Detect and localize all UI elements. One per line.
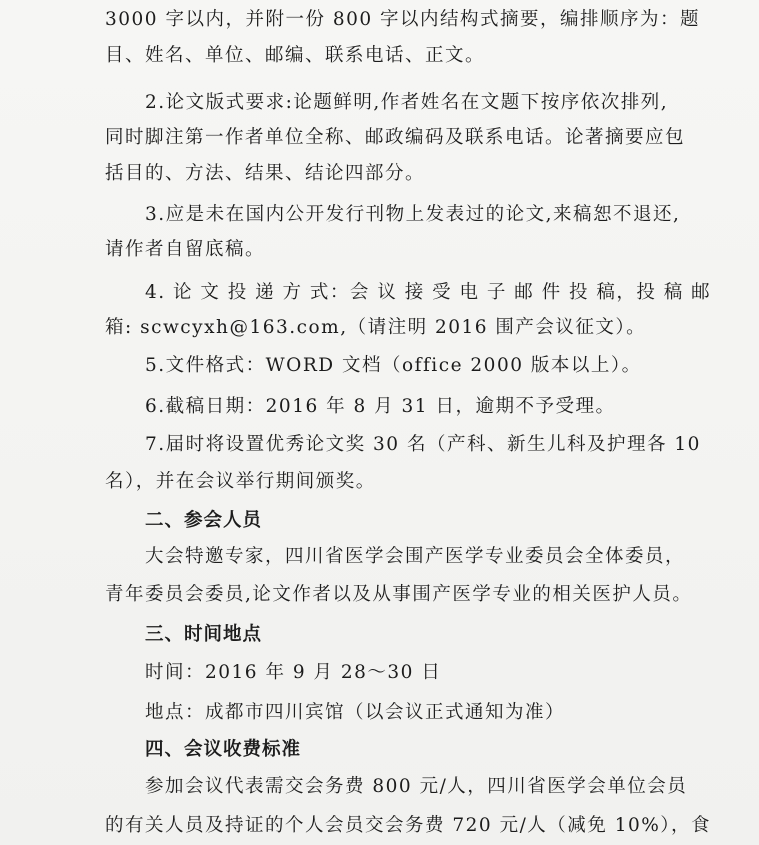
text-line: 参加会议代表需交会务费 800 元/人，四川省医学会单位会员 (145, 776, 688, 797)
text-line: 名），并在会议举行期间颁奖。 (105, 471, 376, 492)
text-line: 请作者自留底稿。 (105, 239, 266, 260)
text-line: 目、姓名、单位、邮编、联系电话、正文。 (105, 45, 486, 66)
text-line: 7.届时将设置优秀论文奖 30 名（产科、新生儿科及护理各 10 (145, 434, 701, 455)
text-line: 3.应是未在国内公开发行刊物上发表过的论文,来稿恕不退还, (145, 204, 681, 225)
section-heading: 三、时间地点 (145, 624, 263, 645)
text-line: 时间：2016 年 9 月 28～30 日 (145, 662, 442, 683)
text-line: 大会特邀专家，四川省医学会围产医学专业委员会全体委员， (145, 546, 686, 567)
text-line: 括目的、方法、结果、结论四部分。 (105, 163, 426, 184)
text-line: 2.论文版式要求:论题鲜明,作者姓名在文题下按序依次排列, (145, 92, 669, 113)
text-line: 4. 论 文 投 递 方 式：会 议 接 受 电 子 邮 件 投 稿，投 稿 邮 (145, 282, 712, 303)
section-heading: 四、会议收费标准 (145, 739, 302, 760)
text-line: 6.截稿日期：2016 年 8 月 31 日，逾期不予受理。 (145, 396, 616, 417)
text-line: 5.文件格式：WORD 文档（office 2000 版本以上）。 (145, 355, 642, 376)
text-line: 的有关人员及持证的个人会员交会务费 720 元/人（减免 10%），食 (105, 815, 712, 836)
text-line: 地点：成都市四川宾馆（以会议正式通知为准） (145, 702, 566, 723)
text-line: 青年委员会委员,论文作者以及从事围产医学专业的相关医护人员。 (105, 584, 693, 605)
text-line: 箱: scwcyxh@163.com,（请注明 2016 围产会议征文）。 (105, 317, 647, 338)
text-line: 3000 字以内，并附一份 800 字以内结构式摘要，编排顺序为：题 (105, 9, 701, 30)
text-line: 同时脚注第一作者单位全称、邮政编码及联系电话。论著摘要应包 (105, 127, 686, 148)
section-heading: 二、参会人员 (145, 510, 263, 531)
